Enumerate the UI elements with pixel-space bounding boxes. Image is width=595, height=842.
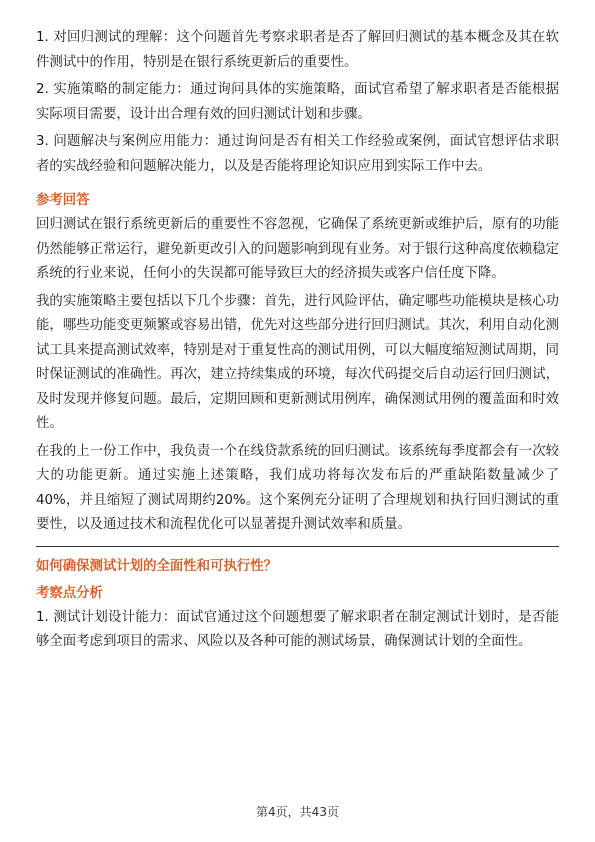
- section-divider: [36, 546, 559, 547]
- section1-list: [36, 26, 559, 179]
- list-item: 1. 测试计划设计能力：面试官通过这个问题想要了解求职者在制定测试计划时，是否能够全面考虑到项目的需求、风险以及各种可能的测试场景，确保测试计划的全面性。: [36, 609, 559, 649]
- question-heading: 如何确保测试计划的全面性和可执行性？: [36, 558, 278, 574]
- reference-answer-body: [36, 213, 559, 538]
- list-item: 1. 对回归测试的理解：这个问题首先考察求职者是否了解回归测试的基本概念及其在软件测试中的作用，特别是在银行系统更新后的重要性。: [36, 30, 559, 70]
- reference-answer-heading: 参考回答: [36, 193, 90, 208]
- analysis-heading: 考察点分析: [36, 585, 103, 601]
- paragraph: 我的实施策略主要包括以下几个步骤：首先，进行风险评估，确定哪些功能模块是核心功能，哪些功能变更频繁或容易出错，优先对这些部分进行回归测试。其次，利用自动化测试工具来提高测试效率，特别是对于重复性高的测试用例，可以大幅度缩短测试周期，同时保证测试的准确性。再次，建立持续集成的环境，每次代码提交后自动运行回归测试，及时发现并修复问题。最后，定期回顾和更新测试用例库，确保测试用例的覆盖面和时效性。: [36, 293, 559, 431]
- document-page: [36, 26, 559, 658]
- page-number: 第4页，共43页: [256, 805, 339, 819]
- list-item: 3. 问题解决与案例应用能力：通过询问是否有相关工作经验或案例，面试官想评估求职者的实战经验和问题解决能力，以及是否能将理论知识应用到实际工作中去。: [36, 134, 559, 174]
- paragraph: 在我的上一份工作中，我负责一个在线贷款系统的回归测试。该系统每季度都会有一次较大的功能更新。通过实施上述策略，我们成功将每次发布后的严重缺陷数量减少了40%，并且缩短了测试周期约20%。这个案例充分证明了合理规划和执行回归测试的重要性，以及通过技术和流程优化可以显著提升测试效率和质量。: [36, 443, 559, 532]
- list-item: 2. 实施策略的制定能力：通过询问具体的实施策略，面试官希望了解求职者是否能根据实际项目需要，设计出合理有效的回归测试计划和步骤。: [36, 82, 559, 122]
- paragraph: 回归测试在银行系统更新后的重要性不容忽视，它确保了系统更新或维护后，原有的功能仍然能够正常运行，避免新更改引入的问题影响到现有业务。对于银行这种高度依赖稳定系统的行业来说，任何小的失误都可能导致巨大的经济损失或客户信任度下降。: [36, 217, 559, 281]
- question2-list: [36, 606, 559, 655]
